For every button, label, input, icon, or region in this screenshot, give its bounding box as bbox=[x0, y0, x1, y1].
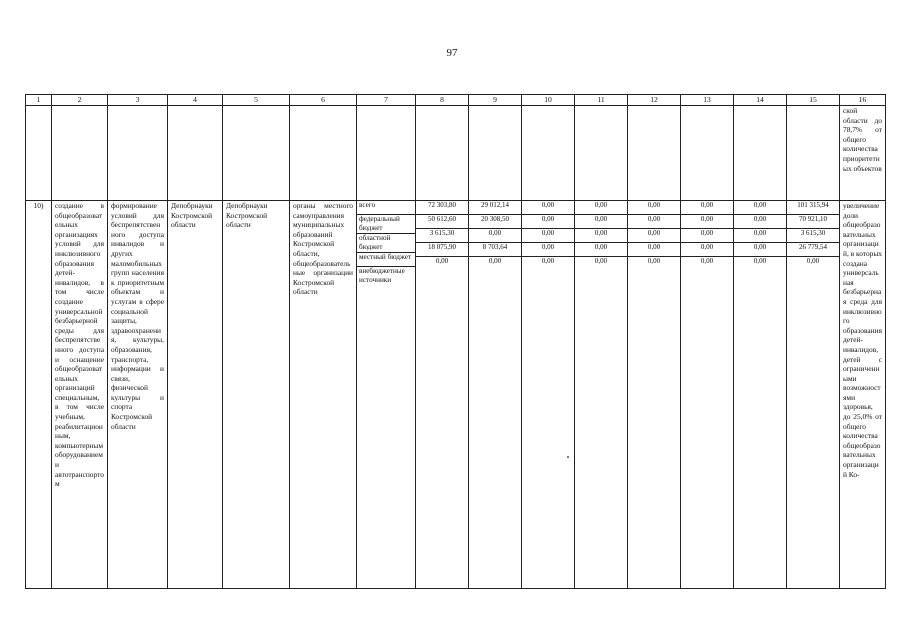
year-column-11 bbox=[575, 201, 628, 589]
column-number: 5 bbox=[223, 95, 290, 106]
funding-value: 0,00 bbox=[647, 257, 661, 265]
funding-value: 0,00 bbox=[700, 257, 714, 265]
funding-value: 0,00 bbox=[681, 243, 733, 257]
funding-value: 0,00 bbox=[575, 243, 627, 257]
year-column-12 bbox=[628, 201, 681, 589]
year-column-8 bbox=[416, 201, 469, 589]
funding-value: 0,00 bbox=[681, 215, 733, 229]
table-row bbox=[26, 201, 886, 589]
year-column-14 bbox=[734, 201, 787, 589]
funding-value: 0,00 bbox=[575, 229, 627, 243]
co-executors-cell: органы местного самоуправления муниципальных образований Костромской области, общеобразовательные организации Костромской области bbox=[290, 201, 357, 589]
total-column-15 bbox=[787, 201, 840, 589]
continuation-row bbox=[26, 106, 886, 201]
funding-value: 0,00 bbox=[681, 201, 733, 215]
funding-value: 18 075,90 bbox=[416, 243, 468, 257]
funding-value: 50 612,60 bbox=[416, 215, 468, 229]
column-number: 15 bbox=[787, 95, 840, 106]
measures-table bbox=[25, 94, 886, 589]
funding-value: 0,00 bbox=[575, 215, 627, 229]
column-number: 12 bbox=[628, 95, 681, 106]
page-number: 97 bbox=[446, 47, 458, 59]
funding-value: 0,00 bbox=[522, 243, 574, 257]
funding-source: областной бюджет bbox=[357, 234, 415, 253]
funding-value: 29 012,14 bbox=[469, 201, 521, 215]
column-number: 3 bbox=[108, 95, 168, 106]
column-number: 14 bbox=[734, 95, 787, 106]
funding-total: 0,00 bbox=[806, 257, 820, 265]
funding-value: 0,00 bbox=[522, 229, 574, 243]
goal-cell: формирование условий для беспрепятственного доступа инвалидов и других маломобильных групп населения к приоритетным объектам и услугам в сфере социальной защиты, здравоохранения, культуры, образования, транспорта, информации и связи, физической культуры и спорта Костромской области bbox=[108, 201, 168, 589]
funding-value: 0,00 bbox=[435, 257, 449, 265]
column-number: 7 bbox=[357, 95, 416, 106]
year-column-9 bbox=[469, 201, 522, 589]
column-number: 13 bbox=[681, 95, 734, 106]
funding-value: 0,00 bbox=[541, 257, 555, 265]
funding-total: 26 779,54 bbox=[787, 243, 839, 257]
funding-source: федеральный бюджет bbox=[357, 215, 415, 234]
funding-value: 20 308,50 bbox=[469, 215, 521, 229]
funding-total: 70 921,10 bbox=[787, 215, 839, 229]
funding-value: 0,00 bbox=[628, 243, 680, 257]
column-number-row bbox=[26, 95, 886, 106]
expected-result-cell: увеличение доли общеобразовательных организаций, в которых создана универсальная безбарьерная среда для инклюзивного образования детей-инвалидов, детей с ограниченными возможностями здоровья, до 25,0% от общего количества общеобразовательных организаций Ко- bbox=[840, 201, 886, 589]
funding-value: 3 615,30 bbox=[416, 229, 468, 243]
column-number: 4 bbox=[168, 95, 223, 106]
funding-value: 0,00 bbox=[628, 215, 680, 229]
funding-value: 0,00 bbox=[734, 229, 786, 243]
funding-value: 0,00 bbox=[522, 215, 574, 229]
funding-value: 72 303,80 bbox=[416, 201, 468, 215]
year-column-13 bbox=[681, 201, 734, 589]
funding-value: 0,00 bbox=[594, 257, 608, 265]
funding-value: 0,00 bbox=[681, 229, 733, 243]
column-number: 1 bbox=[26, 95, 52, 106]
funding-value: 0,00 bbox=[734, 215, 786, 229]
column-number: 8 bbox=[416, 95, 469, 106]
funding-value: 0,00 bbox=[522, 201, 574, 215]
funding-source: местный бюджет bbox=[357, 253, 415, 267]
funding-value: 0,00 bbox=[575, 201, 627, 215]
main-executor-cell: Депобрнауки Костромской области bbox=[223, 201, 290, 589]
funding-value: 0,00 bbox=[753, 257, 767, 265]
column-number: 9 bbox=[469, 95, 522, 106]
funding-source: всего bbox=[357, 201, 415, 215]
funding-source-cell bbox=[357, 201, 416, 589]
column-number: 6 bbox=[290, 95, 357, 106]
column-number: 11 bbox=[575, 95, 628, 106]
row-number: 10) bbox=[26, 201, 52, 589]
funding-value: 0,00 bbox=[734, 243, 786, 257]
scan-speck bbox=[567, 456, 569, 458]
funding-value: 8 703,64 bbox=[469, 243, 521, 257]
year-column-10 bbox=[522, 201, 575, 589]
column-number: 10 bbox=[522, 95, 575, 106]
funding-source: внебюджетные источники bbox=[359, 267, 405, 284]
continuation-result-cell: ской области до 78,7% от общего количества приоритетных объектов bbox=[840, 106, 886, 201]
funding-value: 0,00 bbox=[628, 201, 680, 215]
column-number: 2 bbox=[52, 95, 108, 106]
responsible-executor-cell: Депобрнауки Костромской области bbox=[168, 201, 223, 589]
measure-cell: создание в общеобразовательных организациях условий для инклюзивного образования детей-инвалидов, в том числе создание универсальной безбарьерной среды для беспрепятственного доступа и оснащение общеобразовательных организаций специальным, в том числе учебным, реабилитационным, компьютерным оборудованием и автотранспортом bbox=[52, 201, 108, 589]
funding-value: 0,00 bbox=[488, 257, 502, 265]
funding-total: 3 615,30 bbox=[787, 229, 839, 243]
funding-value: 0,00 bbox=[469, 229, 521, 243]
column-number: 16 bbox=[840, 95, 886, 106]
funding-total: 101 315,94 bbox=[787, 201, 839, 215]
funding-value: 0,00 bbox=[734, 201, 786, 215]
funding-value: 0,00 bbox=[628, 229, 680, 243]
